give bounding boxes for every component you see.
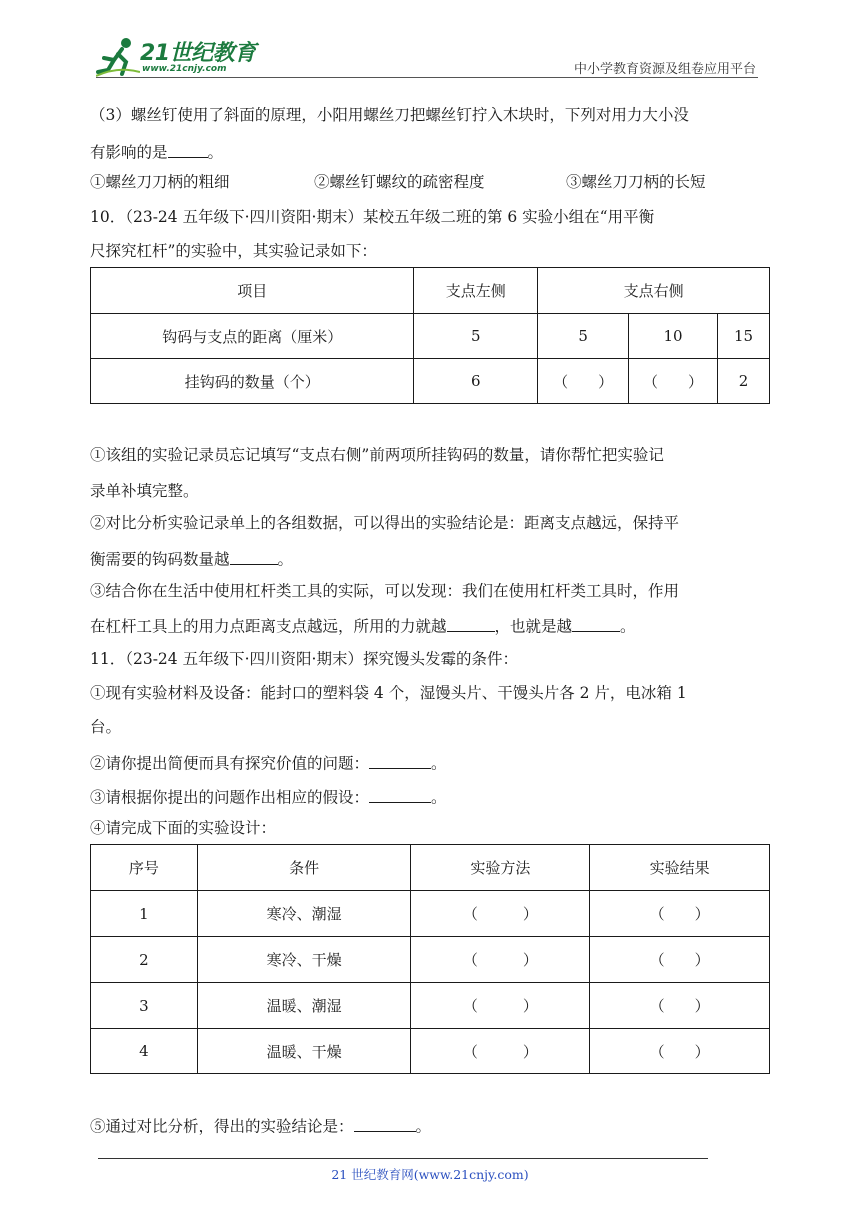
answer-blank[interactable] bbox=[369, 752, 431, 769]
table-cell: 寒冷、干燥 bbox=[197, 937, 411, 983]
experiment-design-table bbox=[90, 844, 770, 1074]
option-1: ①螺丝刀刀柄的粗细 bbox=[90, 173, 230, 191]
q11-s1-line1: ①现有实验材料及设备：能封口的塑料袋 4 个，湿馒头片、干馒头片各 2 片，电冰箱 1 bbox=[90, 684, 687, 702]
table-cell: 6 bbox=[414, 359, 538, 404]
q11-s3 bbox=[90, 786, 447, 807]
answer-blank[interactable] bbox=[168, 141, 208, 158]
header-divider bbox=[96, 77, 758, 78]
logo-text: 21世纪教育 bbox=[140, 41, 256, 66]
answer-cell[interactable]: （ ） bbox=[629, 359, 718, 404]
table-cell: 2 bbox=[91, 937, 198, 983]
answer-cell[interactable]: （ ） bbox=[590, 891, 770, 937]
answer-blank[interactable] bbox=[447, 615, 495, 632]
q10-s3-prompt: 在杠杆工具上的用力点距离支点越远，所用的力就越 bbox=[90, 617, 447, 636]
q10-line2: 尺探究杠杆”的实验中，其实验记录如下： bbox=[90, 242, 377, 260]
table-cell: 10 bbox=[629, 314, 718, 359]
answer-cell[interactable]: （ ） bbox=[411, 983, 590, 1029]
q10-s3-mid: ，也就是越 bbox=[494, 617, 573, 636]
platform-title: 中小学教育资源及组卷应用平台 bbox=[573, 62, 756, 77]
site-logo bbox=[96, 34, 266, 80]
answer-blank[interactable] bbox=[230, 548, 278, 565]
table-header-row bbox=[91, 845, 770, 891]
table-row bbox=[91, 891, 770, 937]
header-result: 实验结果 bbox=[590, 845, 770, 891]
footer-divider bbox=[98, 1158, 708, 1159]
q10-s3-line2 bbox=[90, 615, 636, 636]
q11-s2-prompt: ②请你提出简便而具有探究价值的问题： bbox=[90, 754, 370, 773]
table-cell: 1 bbox=[91, 891, 198, 937]
q9-3-line2 bbox=[90, 141, 223, 162]
period: 。 bbox=[620, 617, 636, 636]
table-cell: 15 bbox=[718, 314, 770, 359]
period: 。 bbox=[431, 788, 447, 807]
q9-3-line1: （3）螺丝钉使用了斜面的原理，小阳用螺丝刀把螺丝钉拧入木块时，下列对用力大小没 bbox=[90, 106, 689, 124]
option-2: ②螺丝钉螺纹的疏密程度 bbox=[314, 173, 485, 191]
table-row bbox=[91, 1029, 770, 1074]
answer-cell[interactable]: （ ） bbox=[538, 359, 629, 404]
header-left: 支点左侧 bbox=[414, 268, 538, 314]
q10-s1-line2: 录单补填完整。 bbox=[90, 482, 199, 500]
row-label: 钩码与支点的距离（厘米） bbox=[91, 314, 414, 359]
footer-link[interactable]: 21 世纪教育网(www.21cnjy.com) bbox=[331, 1167, 529, 1182]
period: 。 bbox=[415, 1117, 432, 1136]
q10-s2-prompt: 衡需要的钩码数量越 bbox=[90, 550, 230, 569]
answer-cell[interactable]: （ ） bbox=[411, 937, 590, 983]
answer-cell[interactable]: （ ） bbox=[411, 891, 590, 937]
table-cell: 3 bbox=[91, 983, 198, 1029]
answer-cell[interactable]: （ ） bbox=[411, 1029, 590, 1074]
q11-s2 bbox=[90, 752, 447, 773]
q10-s3-line1: ③结合你在生活中使用杠杆类工具的实际，可以发现：我们在使用杠杆类工具时，作用 bbox=[90, 582, 680, 600]
table-cell: 5 bbox=[538, 314, 629, 359]
period: 。 bbox=[431, 754, 447, 773]
table-cell: 5 bbox=[414, 314, 538, 359]
runner-logo-icon bbox=[96, 36, 140, 78]
q11-s3-prompt: ③请根据你提出的问题作出相应的假设： bbox=[90, 788, 370, 807]
q9-3-period: 。 bbox=[207, 143, 224, 162]
table-cell: 4 bbox=[91, 1029, 198, 1074]
header-condition: 条件 bbox=[197, 845, 411, 891]
table-row bbox=[91, 937, 770, 983]
logo-url: www.21cnjy.com bbox=[142, 64, 227, 74]
q10-line1: 10．（23-24 五年级下·四川资阳·期末）某校五年级二班的第 6 实验小组在“用平衡 bbox=[90, 208, 655, 226]
header-right: 支点右侧 bbox=[538, 268, 770, 314]
lever-record-table bbox=[90, 267, 770, 404]
table-cell: 温暖、潮湿 bbox=[197, 983, 411, 1029]
answer-blank[interactable] bbox=[369, 786, 431, 803]
row-label: 挂钩码的数量（个） bbox=[91, 359, 414, 404]
q10-s2-line1: ②对比分析实验记录单上的各组数据，可以得出的实验结论是：距离支点越远，保持平 bbox=[90, 514, 680, 532]
answer-blank[interactable] bbox=[354, 1115, 416, 1132]
answer-blank[interactable] bbox=[572, 615, 620, 632]
table-cell: 寒冷、潮湿 bbox=[197, 891, 411, 937]
answer-cell[interactable]: （ ） bbox=[590, 1029, 770, 1074]
answer-cell[interactable]: （ ） bbox=[590, 983, 770, 1029]
period: 。 bbox=[277, 550, 294, 569]
q11-s5 bbox=[90, 1115, 431, 1136]
q11-line1: 11．（23-24 五年级下·四川资阳·期末）探究馒头发霉的条件： bbox=[90, 650, 518, 668]
table-cell: 温暖、干燥 bbox=[197, 1029, 411, 1074]
q11-s5-prompt: ⑤通过对比分析，得出的实验结论是： bbox=[90, 1117, 354, 1136]
header-index: 序号 bbox=[91, 845, 198, 891]
q10-s1-line1: ①该组的实验记录员忘记填写“支点右侧”前两项所挂钩码的数量，请你帮忙把实验记 bbox=[90, 446, 664, 464]
table-row bbox=[91, 983, 770, 1029]
q9-3-prompt: 有影响的是 bbox=[90, 143, 168, 162]
header-item: 项目 bbox=[91, 268, 414, 314]
table-row bbox=[91, 314, 770, 359]
table-cell: 2 bbox=[718, 359, 770, 404]
option-3: ③螺丝刀刀柄的长短 bbox=[566, 173, 706, 191]
table-header-row bbox=[91, 268, 770, 314]
q9-3-options bbox=[90, 173, 706, 192]
q11-s1-line2: 台。 bbox=[90, 718, 122, 736]
table-row bbox=[91, 359, 770, 404]
q11-s4: ④请完成下面的实验设计： bbox=[90, 819, 277, 837]
answer-cell[interactable]: （ ） bbox=[590, 937, 770, 983]
q10-s2-line2 bbox=[90, 548, 293, 569]
header-method: 实验方法 bbox=[411, 845, 590, 891]
